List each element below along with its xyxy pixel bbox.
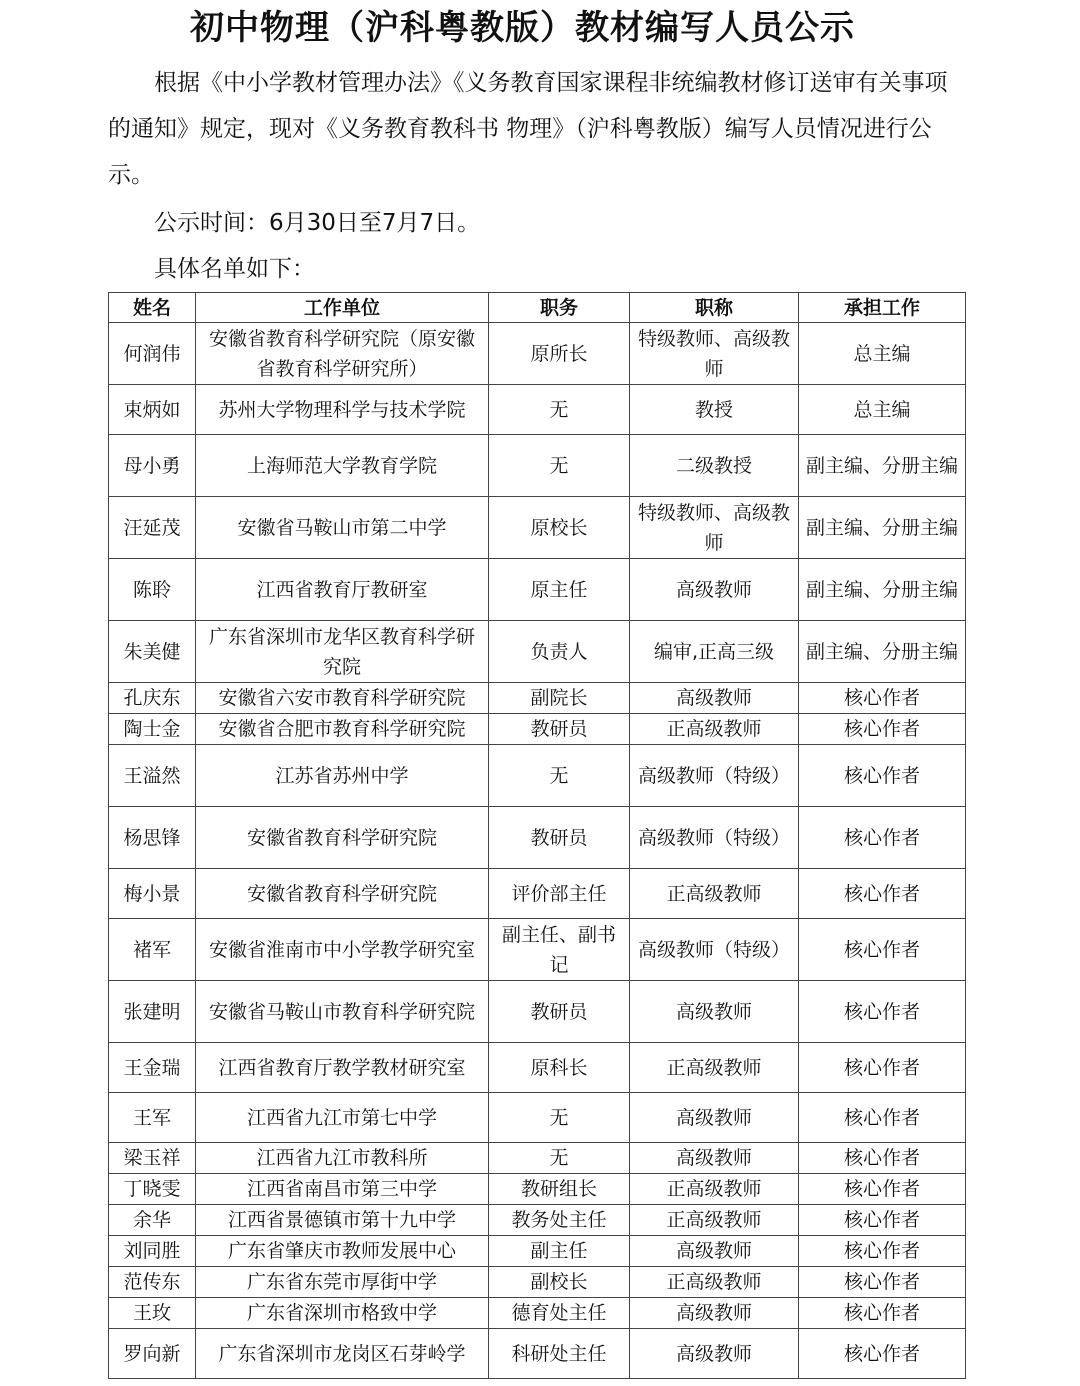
title-cell: 高级教师（特级） [630,745,799,807]
workplace-cell: 江西省景德镇市第十九中学 [196,1205,489,1236]
duty-cell: 总主编 [799,323,966,385]
title-cell: 特级教师、高级教师 [630,497,799,559]
position-cell: 副校长 [489,1267,630,1298]
position-cell: 德育处主任 [489,1298,630,1329]
duty-cell: 副主编、分册主编 [799,435,966,497]
title-cell: 正高级教师 [630,869,799,919]
workplace-cell: 安徽省淮南市中小学教学研究室 [196,919,489,981]
table-row [109,385,966,435]
position-cell: 原校长 [489,497,630,559]
title-cell: 特级教师、高级教师 [630,323,799,385]
duty-cell: 核心作者 [799,1236,966,1267]
name-cell: 王金瑞 [109,1043,196,1093]
duty-cell: 核心作者 [799,1298,966,1329]
duty-cell: 核心作者 [799,714,966,745]
table-body [109,323,966,1379]
duty-cell: 核心作者 [799,1043,966,1093]
name-cell: 丁晓雯 [109,1174,196,1205]
name-cell: 陈聆 [109,559,196,621]
position-cell: 无 [489,385,630,435]
duty-cell: 核心作者 [799,869,966,919]
position-cell: 负责人 [489,621,630,683]
header-duty: 承担工作 [799,293,966,323]
duty-cell: 副主编、分册主编 [799,559,966,621]
workplace-cell: 广东省深圳市龙岗区石芽岭学 [196,1329,489,1379]
table-row [109,1093,966,1143]
title-cell: 高级教师 [630,1236,799,1267]
name-cell: 母小勇 [109,435,196,497]
notice-period: 公示时间：6月30日至7月7日。 [154,210,481,236]
workplace-cell: 广东省肇庆市教师发展中心 [196,1236,489,1267]
title-cell: 高级教师 [630,981,799,1043]
name-cell: 汪延茂 [109,497,196,559]
position-cell: 教研员 [489,807,630,869]
workplace-cell: 江西省教育厅教学教材研究室 [196,1043,489,1093]
title-cell: 正高级教师 [630,1043,799,1093]
table-row [109,435,966,497]
title-cell: 正高级教师 [630,1174,799,1205]
name-cell: 王军 [109,1093,196,1143]
position-cell: 副主任、副书记 [489,919,630,981]
table-row [109,683,966,714]
duty-cell: 副主编、分册主编 [799,621,966,683]
title-cell: 高级教师 [630,1329,799,1379]
duty-cell: 核心作者 [799,1267,966,1298]
name-cell: 张建明 [109,981,196,1043]
position-cell: 教研员 [489,714,630,745]
workplace-cell: 江苏省苏州中学 [196,745,489,807]
duty-cell: 核心作者 [799,1174,966,1205]
workplace-cell: 安徽省马鞍山市教育科学研究院 [196,981,489,1043]
position-cell: 科研处主任 [489,1329,630,1379]
position-cell: 原科长 [489,1043,630,1093]
header-position: 职务 [489,293,630,323]
workplace-cell: 上海师范大学教育学院 [196,435,489,497]
table-row [109,869,966,919]
duty-cell: 核心作者 [799,1143,966,1174]
duty-cell: 核心作者 [799,807,966,869]
workplace-cell: 江西省教育厅教研室 [196,559,489,621]
duty-cell: 核心作者 [799,1329,966,1379]
table-row [109,1205,966,1236]
workplace-cell: 江西省九江市教科所 [196,1143,489,1174]
workplace-cell: 安徽省合肥市教育科学研究院 [196,714,489,745]
workplace-cell: 江西省南昌市第三中学 [196,1174,489,1205]
table-row [109,919,966,981]
workplace-cell: 广东省深圳市龙华区教育科学研究院 [196,621,489,683]
title-cell: 高级教师（特级） [630,919,799,981]
table-row [109,323,966,385]
list-intro: 具体名单如下： [154,256,315,282]
position-cell: 无 [489,1093,630,1143]
duty-cell: 副主编、分册主编 [799,497,966,559]
position-cell: 原主任 [489,559,630,621]
table-row [109,981,966,1043]
name-cell: 刘同胜 [109,1236,196,1267]
workplace-cell: 安徽省教育科学研究院 [196,807,489,869]
name-cell: 杨思锋 [109,807,196,869]
staff-table [108,292,966,1379]
workplace-cell: 安徽省马鞍山市第二中学 [196,497,489,559]
name-cell: 孔庆东 [109,683,196,714]
position-cell: 教务处主任 [489,1205,630,1236]
title-cell: 高级教师 [630,1143,799,1174]
title-cell: 正高级教师 [630,714,799,745]
workplace-cell: 广东省东莞市厚街中学 [196,1267,489,1298]
position-cell: 无 [489,745,630,807]
duty-cell: 核心作者 [799,683,966,714]
name-cell: 王玫 [109,1298,196,1329]
position-cell: 教研组长 [489,1174,630,1205]
table-row [109,714,966,745]
position-cell: 教研员 [489,981,630,1043]
position-cell: 无 [489,435,630,497]
table-row [109,1298,966,1329]
table-row [109,559,966,621]
duty-cell: 核心作者 [799,919,966,981]
header-workplace: 工作单位 [196,293,489,323]
name-cell: 梅小景 [109,869,196,919]
page-title: 初中物理（沪科粤教版）教材编写人员公示 [190,8,855,48]
name-cell: 王溢然 [109,745,196,807]
table-row [109,497,966,559]
table-row [109,1329,966,1379]
workplace-cell: 安徽省六安市教育科学研究院 [196,683,489,714]
name-cell: 束炳如 [109,385,196,435]
table-row [109,1043,966,1093]
title-cell: 高级教师 [630,559,799,621]
position-cell: 无 [489,1143,630,1174]
table-row [109,745,966,807]
table-row [109,1236,966,1267]
title-cell: 教授 [630,385,799,435]
name-cell: 余华 [109,1205,196,1236]
duty-cell: 核心作者 [799,981,966,1043]
title-cell: 正高级教师 [630,1205,799,1236]
title-cell: 编审,正高三级 [630,621,799,683]
header-title: 职称 [630,293,799,323]
name-cell: 朱美健 [109,621,196,683]
header-name: 姓名 [109,293,196,323]
position-cell: 副主任 [489,1236,630,1267]
name-cell: 范传东 [109,1267,196,1298]
intro-paragraph: 根据《中小学教材管理办法》《义务教育国家课程非统编教材修订送审有关事项的通知》规定，现对《义务教育教科书 物理》（沪科粤教版）编写人员情况进行公示。 [108,70,948,188]
table-row [109,1174,966,1205]
table-header-row [109,293,966,323]
duty-cell: 核心作者 [799,745,966,807]
table-row [109,807,966,869]
title-cell: 二级教授 [630,435,799,497]
name-cell: 何润伟 [109,323,196,385]
table-row [109,1143,966,1174]
title-cell: 高级教师 [630,1093,799,1143]
title-cell: 高级教师 [630,683,799,714]
name-cell: 梁玉祥 [109,1143,196,1174]
title-cell: 高级教师（特级） [630,807,799,869]
position-cell: 评价部主任 [489,869,630,919]
table-row [109,1267,966,1298]
duty-cell: 核心作者 [799,1093,966,1143]
name-cell: 褚军 [109,919,196,981]
duty-cell: 核心作者 [799,1205,966,1236]
table-row [109,621,966,683]
workplace-cell: 苏州大学物理科学与技术学院 [196,385,489,435]
workplace-cell: 广东省深圳市格致中学 [196,1298,489,1329]
position-cell: 原所长 [489,323,630,385]
title-cell: 高级教师 [630,1298,799,1329]
workplace-cell: 江西省九江市第七中学 [196,1093,489,1143]
duty-cell: 总主编 [799,385,966,435]
position-cell: 副院长 [489,683,630,714]
name-cell: 罗向新 [109,1329,196,1379]
workplace-cell: 安徽省教育科学研究院（原安徽省教育科学研究所） [196,323,489,385]
title-cell: 正高级教师 [630,1267,799,1298]
name-cell: 陶士金 [109,714,196,745]
workplace-cell: 安徽省教育科学研究院 [196,869,489,919]
